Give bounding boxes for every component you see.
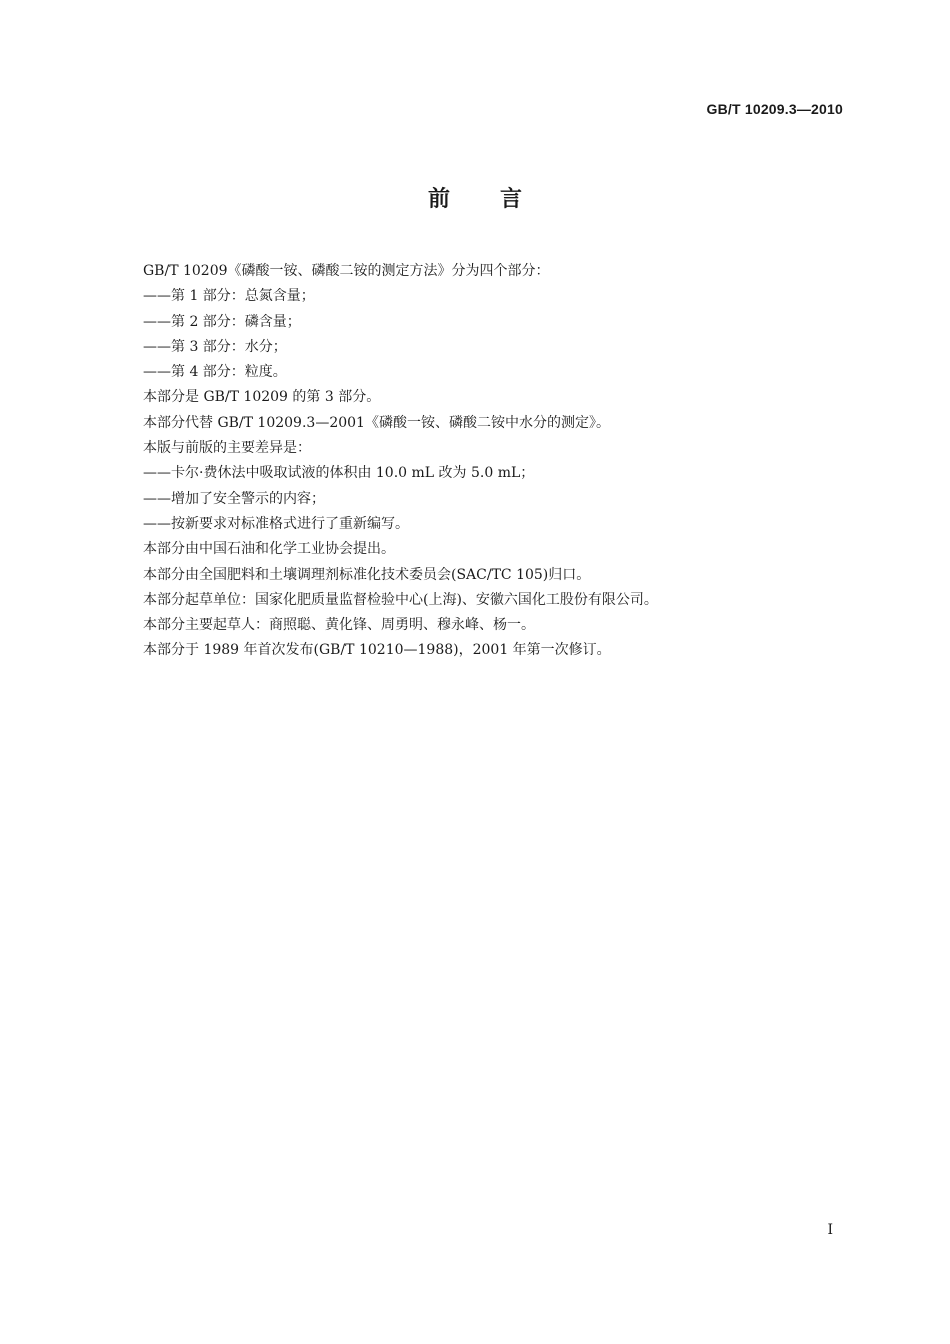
- standard-code: GB/T 10209.3—2010: [706, 101, 843, 117]
- list-item: ——第 3 部分：水分；: [143, 338, 287, 355]
- list-item: ——卡尔·费休法中吸取试液的体积由 10.0 mL 改为 5.0 mL；: [143, 465, 535, 482]
- list-item: ——增加了安全警示的内容；: [143, 490, 325, 507]
- paragraph-line: 本部分由全国肥料和土壤调理剂标准化技术委员会(SAC/TC 105)归口。: [143, 566, 591, 583]
- paragraph-line: 本部分于 1989 年首次发布(GB/T 10210—1988)，2001 年第一次修订。: [143, 642, 611, 659]
- foreword-body: [143, 259, 843, 664]
- page-title: 前言: [427, 187, 572, 212]
- paragraph-line: GB/T 10209《磷酸一铵、磷酸二铵的测定方法》分为四个部分：: [143, 263, 550, 279]
- list-item: ——第 1 部分：总氮含量；: [143, 288, 315, 305]
- list-item: ——按新要求对标准格式进行了重新编写。: [143, 515, 409, 532]
- paragraph-line: 本部分由中国石油和化学工业协会提出。: [143, 541, 395, 558]
- list-item: ——第 2 部分：磷含量；: [143, 313, 301, 330]
- paragraph-line: 本部分主要起草人：商照聪、黄化锋、周勇明、穆永峰、杨一。: [143, 617, 535, 634]
- page-number: I: [827, 1222, 833, 1238]
- paragraph-line: 本版与前版的主要差异是：: [143, 440, 311, 457]
- list-item: ——第 4 部分：粒度。: [143, 364, 287, 381]
- paragraph-line: 本部分是 GB/T 10209 的第 3 部分。: [143, 389, 381, 406]
- paragraph-line: 本部分代替 GB/T 10209.3—2001《磷酸一铵、磷酸二铵中水分的测定》。: [143, 414, 610, 431]
- paragraph-line: 本部分起草单位：国家化肥质量监督检验中心(上海)、安徽六国化工股份有限公司。: [143, 591, 658, 608]
